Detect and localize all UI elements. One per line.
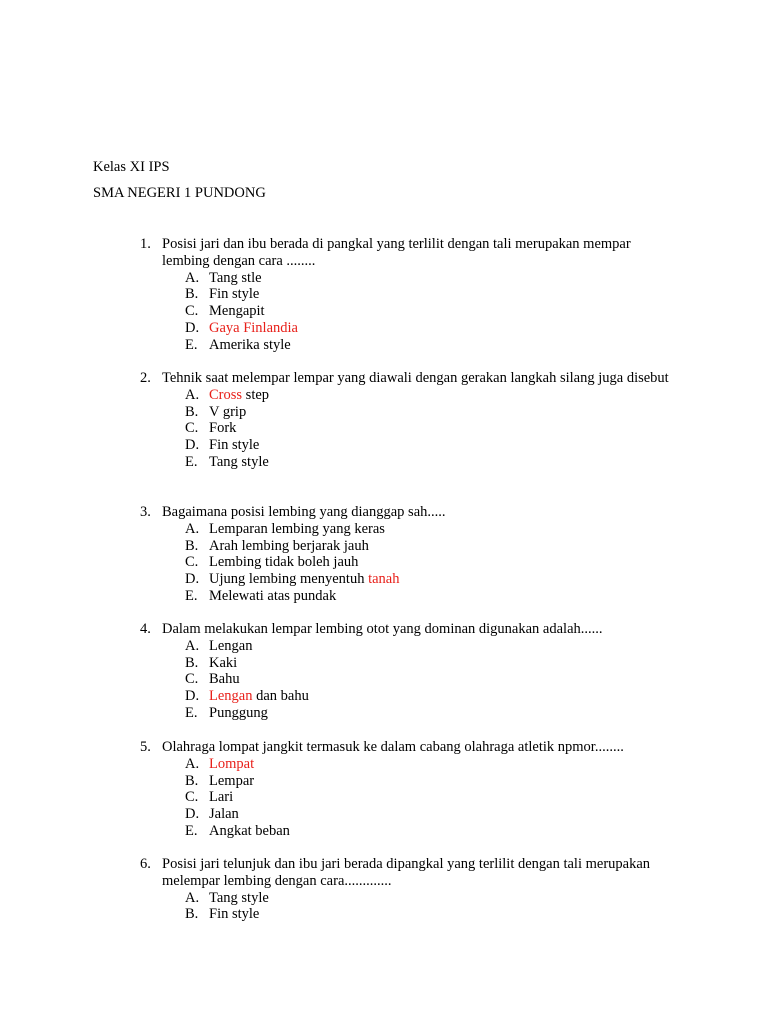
option-letter: A.: [185, 637, 200, 654]
option-e: [185, 705, 680, 722]
question-number: 1.: [140, 236, 151, 252]
option-text: Kaki: [209, 654, 238, 671]
option-text-after: step: [242, 386, 270, 403]
option-letter: B.: [185, 286, 199, 303]
option-letter: E.: [185, 704, 198, 721]
question-number: 4.: [140, 621, 151, 637]
question-4: [140, 621, 680, 722]
option-d: [185, 437, 680, 454]
answer-options: [185, 521, 680, 605]
option-text: Jalan: [209, 806, 239, 823]
question-5: [140, 739, 680, 840]
option-text: Angkat beban: [209, 822, 290, 839]
option-text: Ujung lembing menyentuh: [209, 571, 369, 588]
school-label: SMA NEGERI 1 PUNDONG: [93, 185, 266, 201]
option-text: Arah lembing berjarak jauh: [209, 537, 369, 554]
question-text: Posisi jari telunjuk dan ibu jari berada dipangkal yang terlilit dengan tali merupakan melempar lembing dengan cara.............: [162, 856, 651, 889]
option-e: [185, 337, 680, 354]
answer-options: [185, 890, 680, 924]
option-c: [185, 303, 680, 320]
option-letter: A.: [185, 889, 200, 906]
option-c: [185, 671, 680, 688]
option-a: [185, 756, 680, 773]
option-highlight: Gaya Finlandia: [209, 319, 298, 336]
option-highlight: Lengan: [209, 688, 253, 705]
question-text: Bagaimana posisi lembing yang dianggap sah.....: [162, 504, 446, 520]
option-text: Punggung: [209, 704, 268, 721]
option-text: Tang stle: [209, 269, 262, 286]
option-e: [185, 823, 680, 840]
option-letter: E.: [185, 453, 198, 470]
option-highlight: Cross: [209, 386, 243, 403]
option-letter: A.: [185, 269, 200, 286]
option-a: [185, 638, 680, 655]
option-text: Bahu: [209, 671, 240, 688]
option-e: [185, 454, 680, 471]
option-letter: B.: [185, 772, 199, 789]
question-number: 2.: [140, 370, 151, 386]
answer-options: [185, 638, 680, 722]
question-number: 3.: [140, 504, 151, 520]
option-b: [185, 906, 680, 923]
option-letter: B.: [185, 654, 199, 671]
option-c: [185, 420, 680, 437]
option-text: V grip: [209, 403, 247, 420]
answer-options: [185, 270, 680, 354]
option-b: [185, 404, 680, 421]
option-a: [185, 387, 680, 404]
option-letter: A.: [185, 386, 200, 403]
option-letter: A.: [185, 755, 200, 772]
option-b: [185, 538, 680, 555]
option-b: [185, 286, 680, 303]
answer-options: [185, 387, 680, 471]
question-3: [140, 504, 680, 605]
option-letter: E.: [185, 336, 198, 353]
option-text: Melewati atas pundak: [209, 587, 337, 604]
option-letter: B.: [185, 906, 199, 923]
question-number: 5.: [140, 739, 151, 755]
option-e: [185, 588, 680, 605]
option-text: Fin style: [209, 437, 260, 454]
question-6: [140, 856, 680, 923]
option-a: [185, 270, 680, 287]
question-1: [140, 236, 680, 354]
option-letter: D.: [185, 688, 200, 705]
option-highlight: tanah: [368, 571, 400, 588]
option-letter: E.: [185, 587, 198, 604]
option-letter: C.: [185, 789, 199, 806]
option-letter: B.: [185, 537, 199, 554]
option-d: [185, 320, 680, 337]
option-letter: D.: [185, 437, 200, 454]
option-text-after: dan bahu: [252, 688, 309, 705]
option-text: Tang style: [209, 453, 269, 470]
option-text: Lemparan lembing yang keras: [209, 520, 385, 537]
option-letter: C.: [185, 420, 199, 437]
option-d: [185, 571, 680, 588]
option-d: [185, 806, 680, 823]
option-a: [185, 890, 680, 907]
option-text: Fin style: [209, 286, 260, 303]
answer-options: [185, 756, 680, 840]
option-letter: D.: [185, 571, 200, 588]
option-letter: E.: [185, 822, 198, 839]
option-text: Lembing tidak boleh jauh: [209, 554, 359, 571]
option-letter: D.: [185, 319, 200, 336]
question-text: Tehnik saat melempar lempar yang diawali dengan gerakan langkah silang juga disebut: [162, 370, 669, 386]
class-label: Kelas XI IPS: [93, 159, 170, 175]
option-text: Fork: [209, 420, 237, 437]
question-number: 6.: [140, 856, 151, 872]
option-c: [185, 789, 680, 806]
question-2: [140, 370, 680, 471]
option-b: [185, 773, 680, 790]
option-text: Lempar: [209, 772, 255, 789]
option-d: [185, 688, 680, 705]
option-text: Mengapit: [209, 303, 265, 320]
option-letter: C.: [185, 303, 199, 320]
question-text: Posisi jari dan ibu berada di pangkal yang terlilit dengan tali merupakan mempar lembing dengan cara ........: [162, 236, 631, 269]
option-letter: A.: [185, 520, 200, 537]
option-text: Lari: [209, 789, 234, 806]
option-highlight: Lompat: [209, 755, 255, 772]
option-a: [185, 521, 680, 538]
option-b: [185, 655, 680, 672]
option-c: [185, 554, 680, 571]
option-text: Tang style: [209, 889, 269, 906]
option-letter: D.: [185, 806, 200, 823]
question-text: Olahraga lompat jangkit termasuk ke dalam cabang olahraga atletik npmor........: [162, 739, 624, 755]
option-text: Fin style: [209, 906, 260, 923]
question-text: Dalam melakukan lempar lembing otot yang dominan digunakan adalah......: [162, 621, 603, 637]
option-letter: B.: [185, 403, 199, 420]
option-text: Lengan: [209, 637, 253, 654]
option-text: Amerika style: [209, 336, 291, 353]
option-letter: C.: [185, 671, 199, 688]
option-letter: C.: [185, 554, 199, 571]
